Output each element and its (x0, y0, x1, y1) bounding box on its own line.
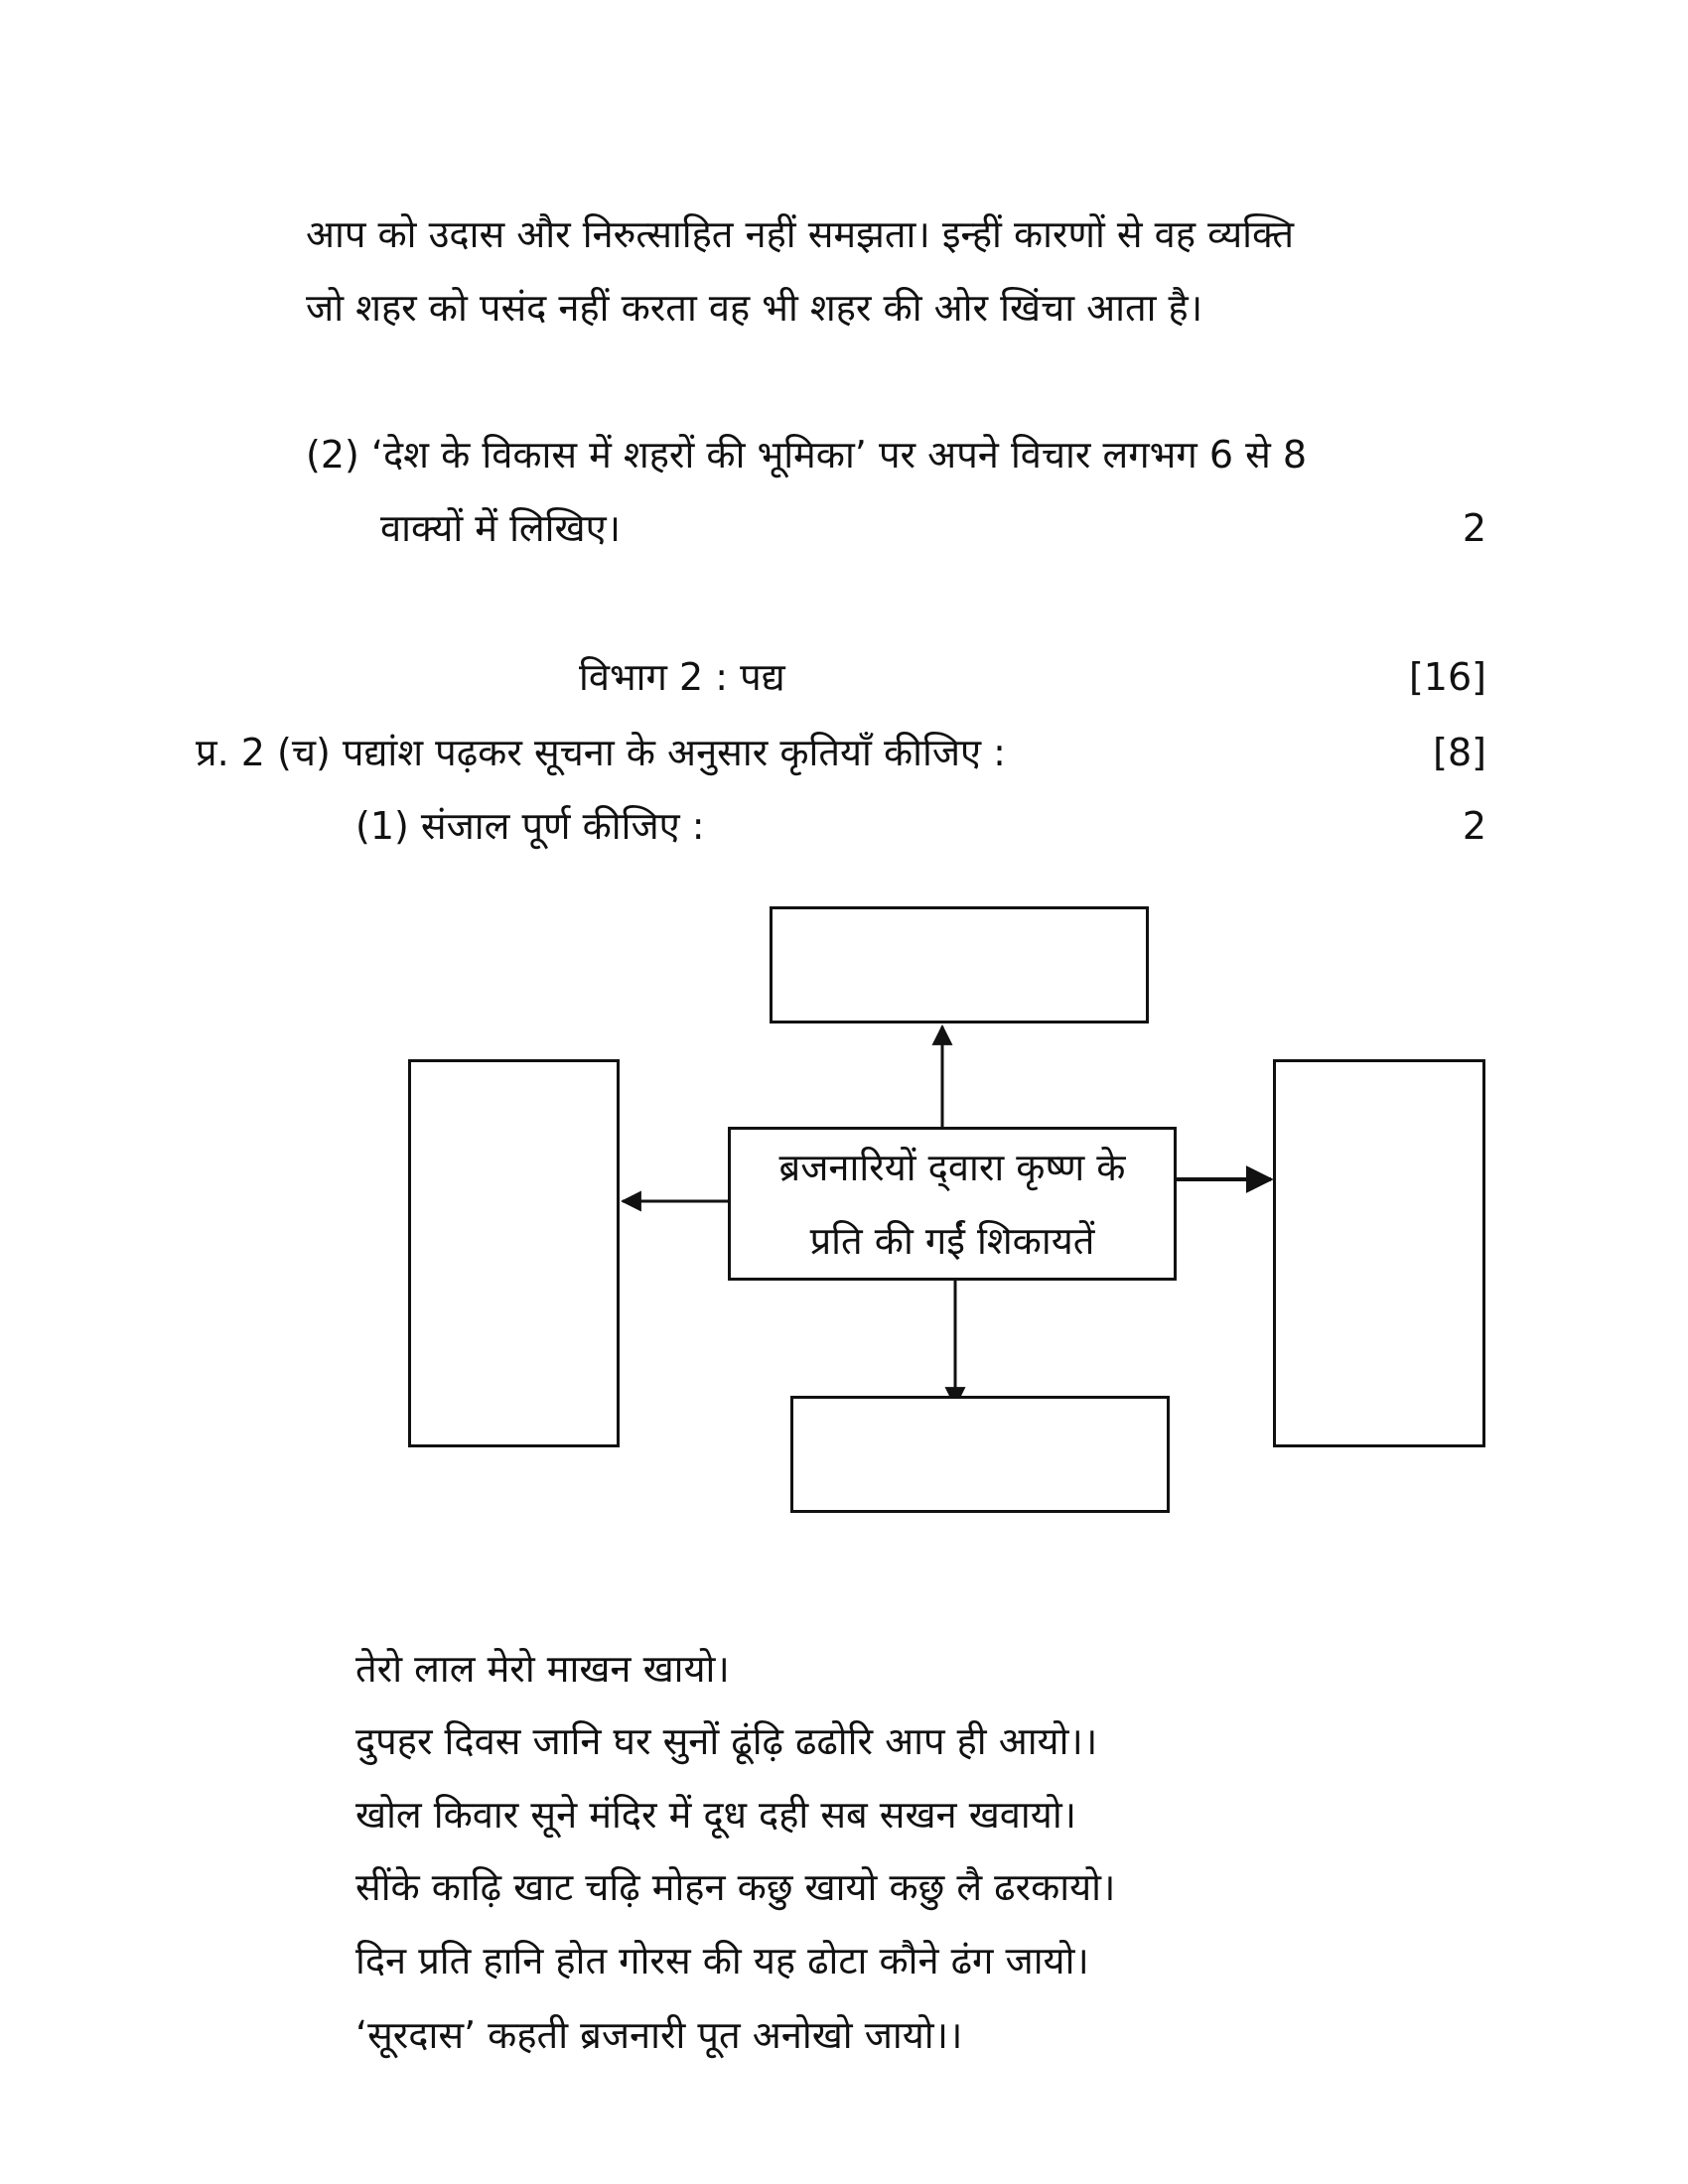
passage-line-2: जो शहर को पसंद नहीं करता वह भी शहर की ओर खिंचा आता है। (306, 286, 1203, 330)
center-text-line-2: प्रति की गईं शिकायतें (809, 1218, 1095, 1263)
question-2-label: प्र. 2 (च) पद्यांश पढ़कर सूचना के अनुसार कृतियाँ कीजिए : (196, 731, 1006, 774)
poem-line-1: तेरो लाल मेरो माखन खायो। (355, 1647, 730, 1691)
answer-box-left[interactable] (408, 1059, 620, 1447)
section-title: विभाग 2 : पद्य (579, 655, 785, 699)
answer-box-right[interactable] (1273, 1059, 1485, 1447)
poem-line-2: दुपहर दिवस जानि घर सुनों ढूंढ़ि ढढोरि आप ही आयो।। (355, 1719, 1098, 1763)
answer-box-top[interactable] (770, 906, 1149, 1024)
question-2-2-marks: 2 (1462, 506, 1486, 550)
question-2-sub1-label: (1) संजाल पूर्ण कीजिए : (355, 804, 705, 848)
diagram-center-box (728, 1127, 1177, 1281)
question-2-2-line-1: (2) ‘देश के विकास में शहरों की भूमिका’ पर अपने विचार लगभग 6 से 8 (306, 433, 1308, 477)
poem-line-4: सींके काढ़ि खाट चढ़ि मोहन कछु खायो कछु लै ढरकायो। (355, 1865, 1116, 1909)
question-2-2-line-2: वाक्यों में लिखिए। (380, 506, 622, 550)
section-marks: [16] (1408, 655, 1486, 699)
answer-box-bottom[interactable] (790, 1396, 1170, 1513)
center-text-line-1: ब्रजनारियों द्‌वारा कृष्ण के (778, 1145, 1126, 1189)
poem-line-6: ‘सूरदास’ कहती ब्रजनारी पूत अनोखो जायो।। (355, 2013, 963, 2057)
question-2-sub1-marks: 2 (1462, 804, 1486, 848)
passage-text: आप को उदास और निरुत्साहित नहीं समझता। इन्हीं कारणों से वह व्यक्ति (306, 212, 1294, 256)
question-2-marks: [8] (1433, 731, 1486, 774)
poem-line-5: दिन प्रति हानि होत गोरस की यह ढोटा कौने ढंग जायो। (355, 1939, 1089, 1982)
poem-line-3: खोल किवार सूने मंदिर में दूध दही सब सखन खवायो। (355, 1793, 1077, 1837)
